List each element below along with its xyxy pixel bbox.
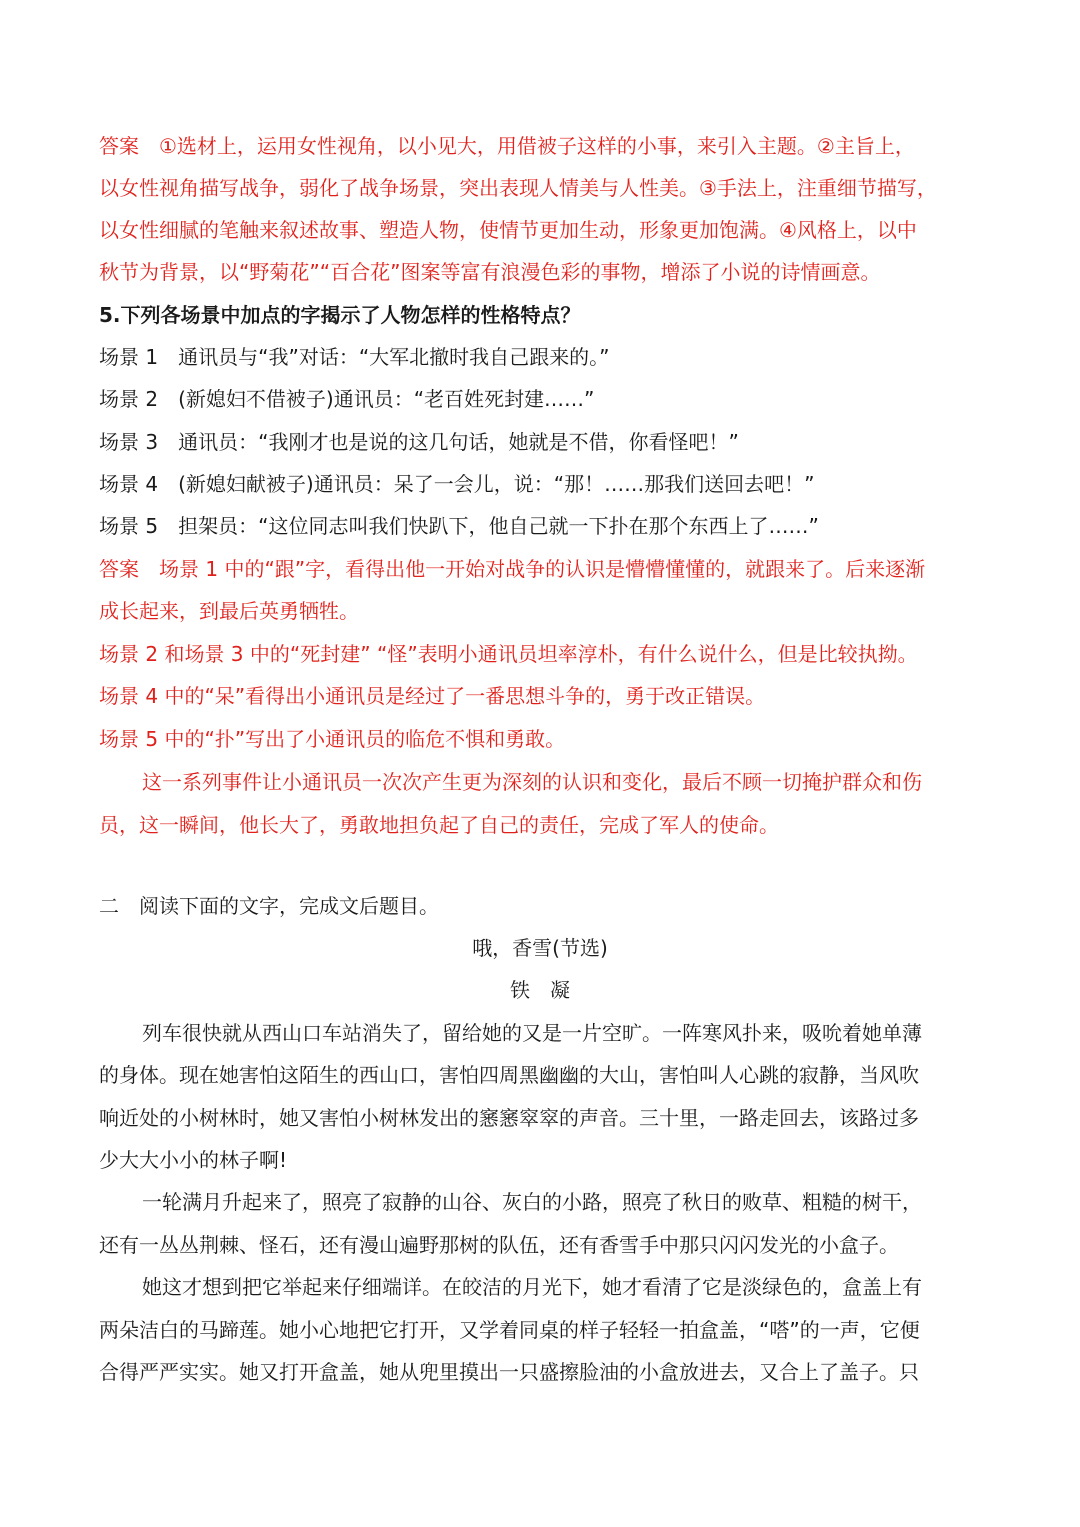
passage-line: 她这才想到把它举起来仔细端详。在皎洁的月光下，她才看清了它是淡绿色的，盒盖上有 <box>142 1275 922 1299</box>
scene-line <box>99 427 989 457</box>
answer5-line: 这一系列事件让小通讯员一次次产生更为深刻的认识和变化，最后不顾一切掩护群众和伤 <box>142 770 922 794</box>
scene-line <box>99 511 989 541</box>
emphasis-char: ` 呆 <box>394 469 414 499</box>
passage-line: 列车很快就从西山口车站消失了，留给她的又是一片空旷。一阵寒风扑来，吸吮着她单薄 <box>142 1021 922 1045</box>
scene-text: 来的。” <box>549 345 610 369</box>
scene-line <box>99 469 989 499</box>
passage-line: 的身体。现在她害怕这陌生的西山口，害怕四周黑幽幽的大山，害怕叫人心跳的寂静，当风吹 <box>99 1063 919 1087</box>
scene-label: 场景 1 <box>99 345 159 369</box>
section2-heading: 二 阅读下面的文字，完成文后题目。 <box>99 894 439 918</box>
scene-label: 场景 3 <box>99 430 159 454</box>
passage-line: 少大大小小的林子啊! <box>99 1148 288 1172</box>
scene-text: (新媳妇不借被子)通讯员：“老百姓 <box>178 387 485 411</box>
scene-text: (新媳妇献被子)通讯员： <box>178 472 394 496</box>
emphasis-char: ` 跟 <box>529 342 549 372</box>
scene-text: 了一会儿，说：“那！……那我们送回去吧！” <box>413 472 815 496</box>
scene-text: 通讯员：“我刚才也是说的这几句话，她就是不借，你看 <box>178 430 669 454</box>
scene-text: 通讯员与“我”对话：“大军北撤时我自己 <box>178 345 530 369</box>
passage-line: 两朵洁白的马蹄莲。她小心地把它打开，又学着同桌的样子轻轻一拍盒盖，“嗒”的一声，它便 <box>99 1318 920 1342</box>
answer5-line: 场景 2 和场景 3 中的“死封建” “怪”表明小通讯员坦率淳朴，有什么说什么，但是比较执拗。 <box>99 642 918 666</box>
scene-text: 吧！” <box>688 430 739 454</box>
question5-title: 5.下列各场景中加点的字揭示了人物怎样的性格特点？ <box>99 303 581 327</box>
answer5-line: 成长起来，到最后英勇牺牲。 <box>99 599 359 623</box>
scene-label: 场景 2 <box>99 387 159 411</box>
answer5-line: 场景 4 中的“呆”看得出小通讯员是经过了一番思想斗争的，勇于改正错误。 <box>99 684 766 708</box>
answer4-line: 秋节为背景，以“野菊花”“百合花”图案等富有浪漫色彩的事物，增添了小说的诗情画意。 <box>99 260 881 284</box>
scene-text: 在那个东西上了……” <box>628 514 819 538</box>
scene-line <box>99 342 989 372</box>
answer4-line: 答案 ①选材上，运用女性视角，以小见大，用借被子这样的小事，来引入主题。②主旨上， <box>99 134 915 158</box>
scene-line <box>99 384 989 414</box>
answer5-line: 答案 场景 1 中的“跟”字，看得出他一开始对战争的认识是懵懵懂懂的，就跟来了。后来逐渐 <box>99 557 926 581</box>
scene-text: 封建……” <box>504 387 595 411</box>
passage-line: 响近处的小树林时，她又害怕小树林发出的窸窸窣窣的声音。三十里，一路走回去，该路过多 <box>99 1106 919 1130</box>
passage-line: 还有一丛丛荆棘、怪石，还有漫山遍野那树的队伍，还有香雪手中那只闪闪发光的小盒子。 <box>99 1233 899 1257</box>
passage-author: 铁 凝 <box>510 978 570 1002</box>
emphasis-char: ` 死 <box>484 384 504 414</box>
answer4-line: 以女性视角描写战争，弱化了战争场景，突出表现人情美与人性美。③手法上，注重细节描写， <box>99 176 937 200</box>
scene-text: 担架员：“这位同志叫我们快趴下，他自己就一下 <box>178 514 609 538</box>
scene-label: 场景 4 <box>99 472 159 496</box>
emphasis-char: ` 怪 <box>668 427 688 457</box>
passage-title: 哦，香雪(节选) <box>472 936 608 960</box>
answer4-line: 以女性细腻的笔触来叙述故事、塑造人物，使情节更加生动，形象更加饱满。④风格上，以中 <box>99 218 917 242</box>
emphasis-char: ` 扑 <box>608 511 628 541</box>
scene-label: 场景 5 <box>99 514 159 538</box>
passage-line: 一轮满月升起来了，照亮了寂静的山谷、灰白的小路，照亮了秋日的败草、粗糙的树干， <box>142 1190 922 1214</box>
passage-line: 合得严严实实。她又打开盒盖，她从兜里摸出一只盛擦脸油的小盒放进去，又合上了盖子。只 <box>99 1360 919 1384</box>
answer5-line: 员，这一瞬间，他长大了，勇敢地担负起了自己的责任，完成了军人的使命。 <box>99 813 779 837</box>
answer5-line: 场景 5 中的“扑”写出了小通讯员的临危不惧和勇敢。 <box>99 727 566 751</box>
